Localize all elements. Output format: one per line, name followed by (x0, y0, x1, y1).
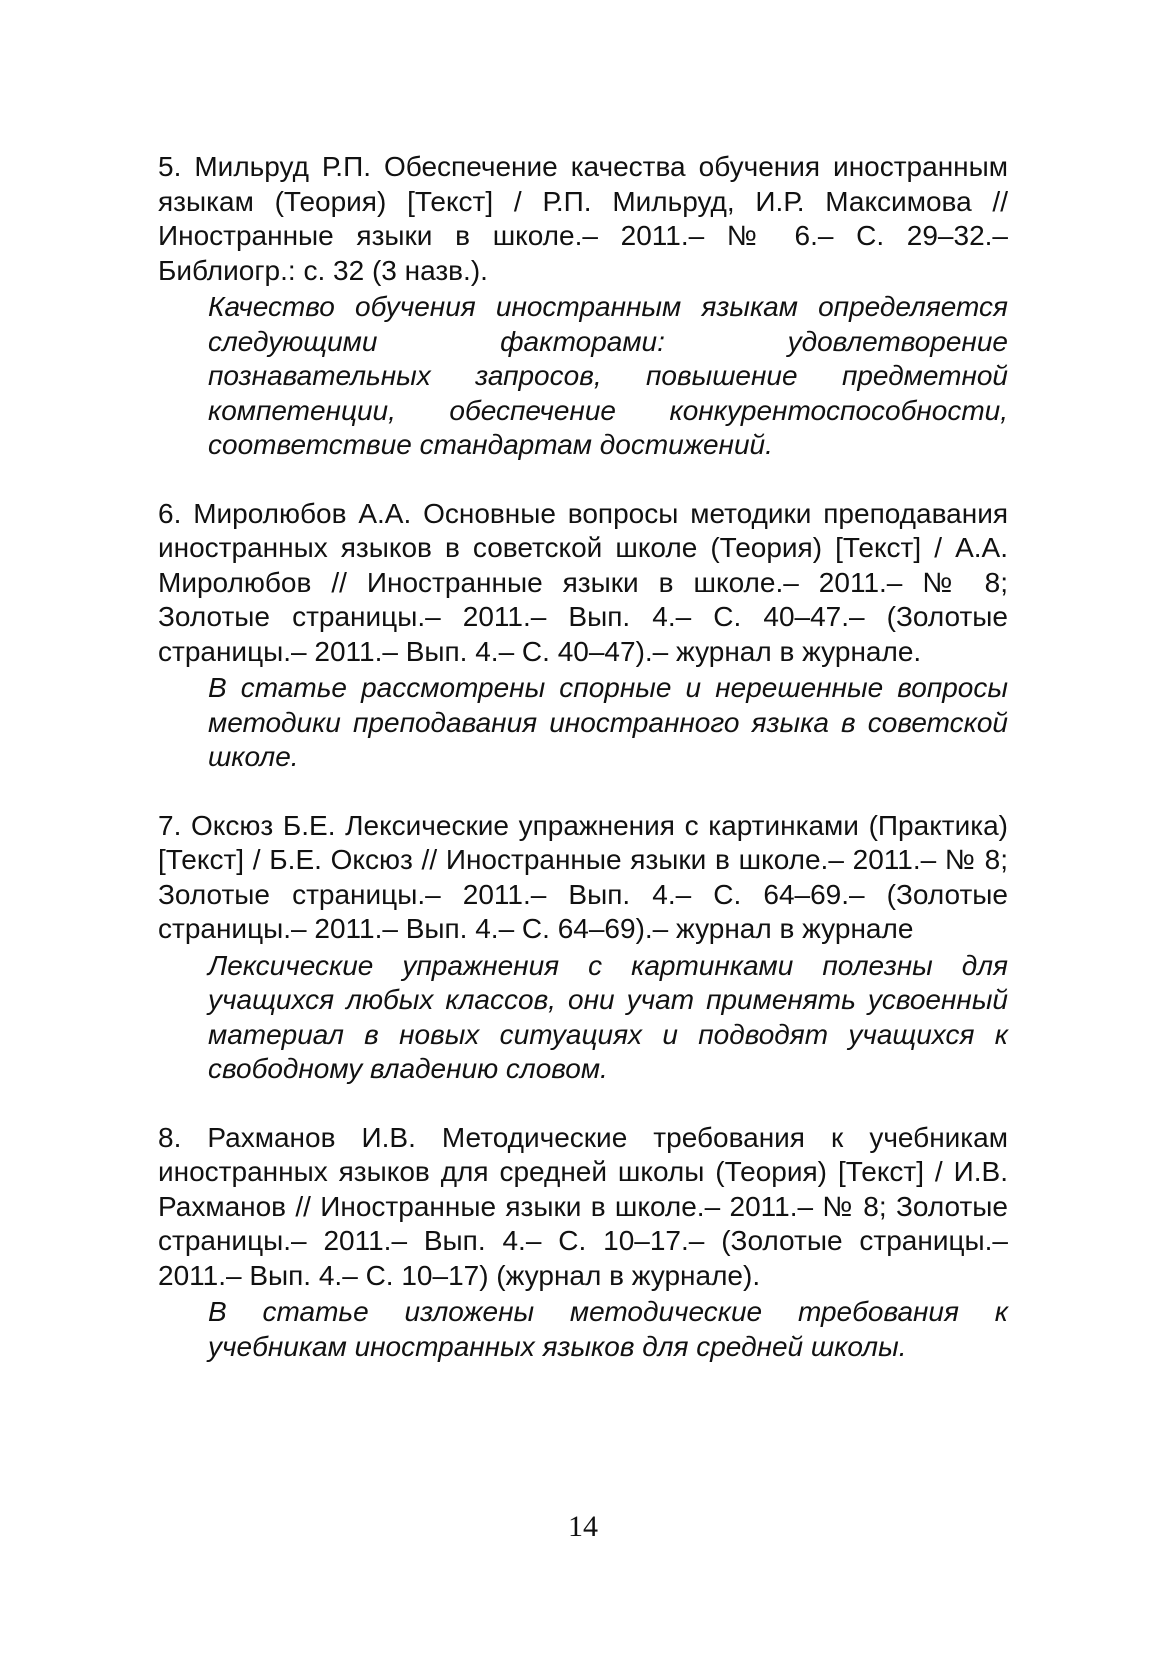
bibliography-entry-7 (158, 809, 1008, 1087)
bibliography-entry-6 (158, 497, 1008, 775)
annotation-text: В статье изложены методические требования к учебникам иностранных языков для средней школы. (208, 1296, 1008, 1362)
bibliography-page (158, 150, 1008, 1398)
bibliography-entry-8 (158, 1121, 1008, 1365)
citation-text: 6. Миролюбов А.А. Основные вопросы методики преподавания иностранных языков в советской школе (Теория) [Текст] / А.А. Миролюбов // Иностранные языки в школе.– 2011.– № 8; Золотые страницы.– 2011.– Вып. 4.– С. 40–47.– (Золотые страницы.– 2011.– Вып. 4.– С. 40–47).– журнал в журнале. (158, 497, 1008, 667)
citation-text: 7. Оксюз Б.Е. Лексические упражнения с картинками (Практика) [Текст] / Б.Е. Оксюз // Иностранные языки в школе.– 2011.– № 8; Золотые страницы.– 2011.– Вып. 4.– С. 64–69.– (Золотые страницы.– 2011.– Вып. 4.– С. 64–69).– журнал в журнале (158, 809, 1008, 944)
annotation-text: Лексические упражнения с картинками полезны для учащихся любых классов, они учат применять усвоенный материал в новых ситуациях и подводят учащихся к свободному владению словом. (208, 949, 1008, 1084)
annotation-text: Качество обучения иностранным языкам определяется следующими факторами: удовлетворение познавательных запросов, повышение предметной компетенции, обеспечение конкурентоспособности, соответствие стандартам достижений. (208, 291, 1008, 460)
page-number: 14 (568, 1510, 598, 1543)
citation-text: 5. Мильруд Р.П. Обеспечение качества обучения иностранным языкам (Теория) [Текст] / Р.П. Мильруд, И.Р. Максимова // Иностранные языки в школе.– 2011.– № 6.– С. 29–32.– Библиогр.: с. 32 (3 назв.). (158, 151, 1008, 286)
annotation-text: В статье рассмотрены спорные и нерешенные вопросы методики преподавания иностранного языка в советской школе. (208, 672, 1008, 772)
citation-text: 8. Рахманов И.В. Методические требования к учебникам иностранных языков для средней школы (Теория) [Текст] / И.В. Рахманов // Иностранные языки в школе.– 2011.– № 8; Золотые страницы.– 2011.– Вып. 4.– С. 10–17.– (Золотые страницы.– 2011.– Вып. 4.– С. 10–17) (журнал в журнале). (158, 1121, 1008, 1291)
bibliography-entry-5 (158, 150, 1008, 463)
